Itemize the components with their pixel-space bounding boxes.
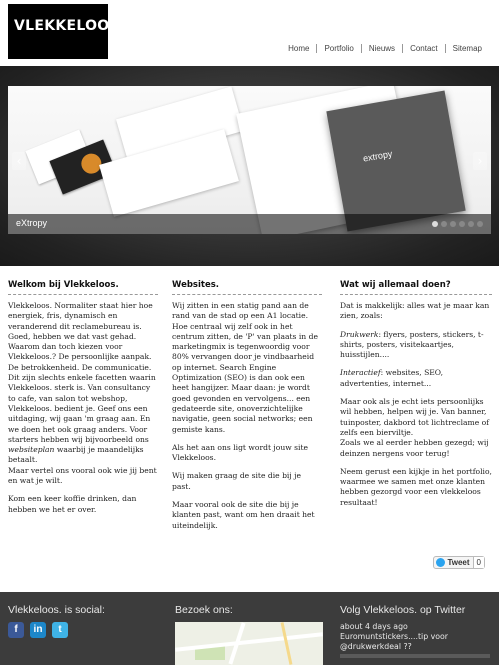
nav-sitemap[interactable]: Sitemap: [452, 44, 482, 53]
nav-home[interactable]: Home: [288, 44, 310, 53]
tweet-count: 0: [473, 557, 484, 568]
site-header: [0, 0, 499, 66]
slider-dot[interactable]: [468, 221, 474, 227]
image-slider[interactable]: [8, 86, 491, 234]
location-map[interactable]: [175, 622, 323, 665]
services-paragraph: Interactief: websites, SEO, advertenties, internet...: [340, 368, 444, 388]
welcome-paragraph: Kom een keer koffie drinken, dan hebben we het er over.: [8, 494, 137, 514]
slider-prev-arrow-icon[interactable]: ‹: [12, 152, 26, 170]
nav-portfolio[interactable]: Portfolio: [324, 44, 354, 53]
site-footer: [0, 592, 499, 665]
footer-twitter-title: Volg Vlekkeloos. op Twitter: [340, 604, 466, 616]
tweet-button[interactable]: [433, 556, 485, 569]
hero-section: [0, 66, 499, 266]
nav-contact[interactable]: Contact: [410, 44, 438, 53]
site-logo[interactable]: [8, 4, 126, 59]
services-paragraph: Neem gerust een kijkje in het portfolio, waarmee we samen met onze klanten hebben gezorgd voor een vlekkeloos resultaat!: [340, 466, 492, 507]
websites-paragraph: Maar vooral ook de site die bij je klanten past, want om hen draait het uiteindelijk.: [172, 500, 315, 530]
twitter-icon[interactable]: t: [52, 622, 68, 638]
services-heading: Wat wij allemaal doen?: [340, 280, 492, 295]
slider-dot[interactable]: [450, 221, 456, 227]
social-links: [8, 622, 68, 638]
main-nav: [281, 44, 489, 53]
slider-pagination: [432, 221, 483, 227]
websites-paragraph: Wij maken graag de site die bij je past.: [172, 471, 301, 491]
main-content: [0, 266, 499, 592]
slider-next-arrow-icon[interactable]: ›: [473, 152, 487, 170]
logo-text: VLEKKELOOS.: [14, 18, 126, 34]
welcome-heading: Welkom bij Vlekkeloos.: [8, 280, 158, 295]
websiteplan-link[interactable]: websiteplan: [8, 445, 55, 455]
websites-paragraph: Als het aan ons ligt wordt jouw site Vlekkeloos.: [172, 442, 309, 463]
slider-dot[interactable]: [432, 221, 438, 227]
websites-column: [172, 280, 322, 539]
slider-dot[interactable]: [477, 221, 483, 227]
websites-paragraph: Wij zitten in een statig pand aan de rand van de stad op een A1 locatie. Hoe centraal wij zelf ook in het centrum zitten, de 'P' van plaats in de marketingmix is tegenwoordig voor 80% vervangen door je vindbaarheid op internet. Search Engine Optimization (SEO) is dan ook een heet hangijzer. Maar daan: je wordt goed gevonden en vervolgens... een gedateerde site, onoverzichtelijke navigatie, geen social networks; een gemiste kans.: [172, 301, 318, 434]
services-paragraph: Maar ook als je echt iets persoonlijks wil hebben, helpen wij je. Van banner, tuinposter, dakbord tot lichtreclame of zelfs een bierviltje. Zoals we al eerder hebben gezegd; wij deinzen nergens voor terug!: [340, 397, 490, 458]
services-paragraph: Drukwerk: flyers, posters, stickers, t-shirts, posters, visitekaartjes, huisstijlen....: [340, 329, 484, 360]
folder-brand-text: extropy: [362, 148, 394, 164]
footer-social-title: Vlekkeloos. is social:: [8, 604, 105, 616]
twitter-bird-icon: [436, 558, 445, 567]
services-column: [340, 280, 492, 516]
footer-visit-title: Bezoek ons:: [175, 604, 233, 616]
folder-image: [326, 91, 465, 232]
facebook-icon[interactable]: f: [8, 622, 24, 638]
websites-heading: Websites.: [172, 280, 322, 295]
slider-caption: eXtropy: [16, 218, 48, 228]
services-paragraph: Dat is makkelijk: alles wat je maar kan zien, zoals:: [340, 301, 490, 321]
nav-nieuws[interactable]: Nieuws: [368, 44, 396, 53]
tweet-button-label: Tweet: [447, 558, 470, 567]
welcome-column: [8, 280, 158, 523]
slider-dot[interactable]: [441, 221, 447, 227]
welcome-paragraph: Vlekkeloos. Normaliter staat hier hoe energiek, fris, dynamisch en veranderend dit reclamebureau is. Goed, hebben we dat vast gehad. Waarom dan toch kiezen voor Vlekkeloos.? De persoonlijke aanpak. De betrokkenheid. De communicatie. Dit zijn slechts enkele facetten waarin Vlekkeloos. sterk is. Van consultancy to cafe, van salon tot webshop, Vlekkeloos. bedient je. Geef ons een uitdaging, wij gaan 'm graag aan. En we doen het ook graag anders. Voor starters hebben wij bijvoorbeeld ons websiteplan waarbij je maandelijks betaalt. Maar vertel ons vooral ook wie jij bent en wat je wilt.: [8, 301, 157, 486]
latest-tweet: about 4 days ago Euromuntstickers....tip voor @drukwerkdeal ??: [340, 622, 492, 652]
slider-dot[interactable]: [459, 221, 465, 227]
slider-caption-bar: [8, 214, 491, 234]
linkedin-icon[interactable]: in: [30, 622, 46, 638]
